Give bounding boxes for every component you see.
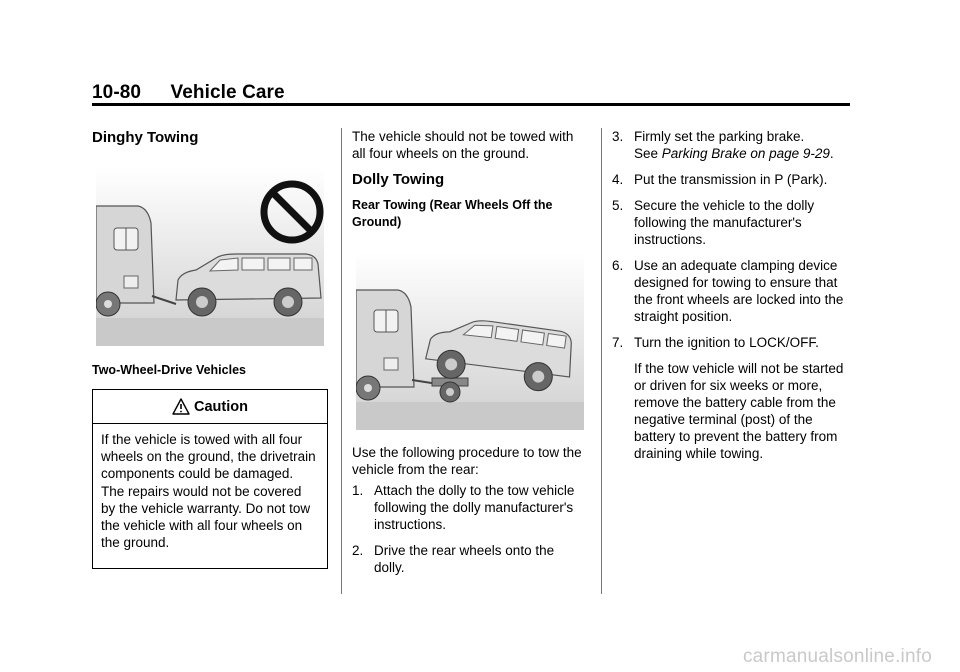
procedure-intro: Use the following procedure to tow the vehicle from the rear: — [352, 445, 582, 477]
warning-triangle-icon — [172, 398, 190, 415]
list-item: 7. Turn the ignition to LOCK/OFF. If the tow vehicle will not be started or driven for six weeks or more, remove the battery cable from the negative terminal (post) of the battery to prevent the battery from draining while towing. — [612, 334, 856, 462]
caution-box — [92, 389, 328, 569]
caution-header — [93, 390, 327, 424]
battery-note: If the tow vehicle will not be started or driven for six weeks or more, remove the battery cable from the negative terminal (post) of the battery to prevent the battery from draining while towing. — [634, 361, 844, 461]
middle-steps-list — [352, 482, 588, 585]
cross-reference-link[interactable]: Parking Brake on page 9-29 — [661, 146, 830, 161]
header-rule — [92, 103, 850, 106]
dinghy-towing-illustration — [96, 168, 324, 346]
list-item: 3. Firmly set the parking brake. See Parking Brake on page 9-29. — [612, 129, 834, 161]
list-item: 5. Secure the vehicle to the dolly following the manufacturer's instructions. — [612, 198, 815, 247]
page-header — [92, 82, 285, 104]
right-steps-list — [612, 128, 856, 471]
figure-caption: Two-Wheel-Drive Vehicles — [92, 363, 246, 377]
list-item: 4. Put the transmission in P (Park). — [612, 172, 828, 187]
caution-title: Caution — [194, 398, 248, 415]
list-item: 2. Drive the rear wheels onto the dolly. — [352, 543, 555, 575]
dolly-towing-illustration — [356, 252, 584, 430]
list-item: 1. Attach the dolly to the tow vehicle following the dolly manufacturer's instructions. — [352, 483, 575, 532]
page-number: 10-80 — [92, 82, 142, 103]
column-divider-1 — [341, 128, 342, 594]
rear-towing-subheading: Rear Towing (Rear Wheels Off the Ground) — [352, 198, 553, 229]
caution-body: If the vehicle is towed with all four wheels on the ground, the drivetrain components could be damaged. The repairs would not be covered by the vehicle warranty. Do not tow the vehicle with all four wheels on the ground. — [101, 432, 316, 551]
list-item: 6. Use an adequate clamping device designed for towing to ensure that the front wheels are locked into the straight position. — [612, 258, 844, 324]
section-title: Vehicle Care — [170, 82, 285, 103]
column-divider-2 — [601, 128, 602, 594]
dinghy-intro-text: The vehicle should not be towed with all four wheels on the ground. — [352, 129, 574, 161]
dinghy-towing-heading: Dinghy Towing — [92, 129, 199, 146]
dolly-towing-heading: Dolly Towing — [352, 171, 445, 188]
watermark: carmanualsonline.info — [742, 646, 932, 667]
